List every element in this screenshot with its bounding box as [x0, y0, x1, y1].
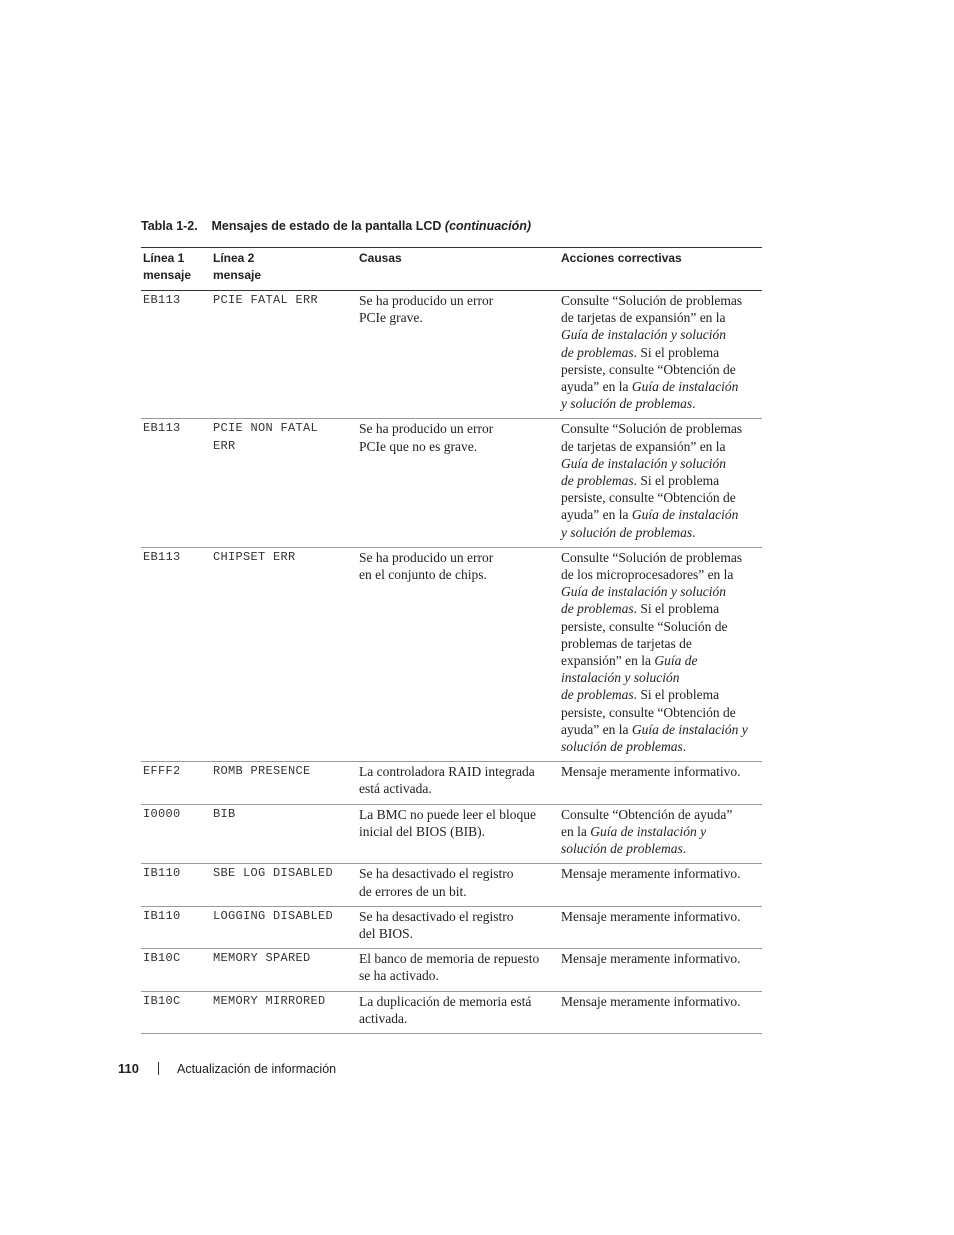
action-italic-text: Guía de instalación y: [631, 721, 748, 737]
action-text: .: [692, 524, 696, 540]
line1-message-cell: IB10C: [141, 949, 211, 991]
causes-cell: [357, 547, 559, 761]
line1-message-cell: IB110: [141, 906, 211, 948]
action-line: [561, 309, 760, 326]
cause-text: en el conjunto de chips.: [359, 567, 487, 583]
cause-text: Se ha producido un error: [359, 549, 494, 565]
action-line: [561, 583, 760, 600]
header-line1-text-b: mensaje: [143, 268, 192, 282]
causes-cell: [357, 762, 559, 804]
line2-message-text: MEMORY SPARED: [213, 951, 311, 966]
action-text: ayuda” en la: [561, 721, 632, 737]
cause-text: Se ha producido un error: [359, 421, 494, 437]
corrective-actions-cell: [559, 291, 762, 419]
header-line2-message: [211, 248, 357, 291]
action-italic-text: de problemas: [561, 473, 634, 489]
header-line2-text-a: Línea 2: [213, 251, 255, 265]
header-line1-message: [141, 248, 211, 291]
lcd-status-messages-table: [141, 247, 762, 1034]
action-italic-text: y solución de problemas: [561, 396, 693, 412]
corrective-actions-cell: [559, 419, 762, 547]
action-italic-text: Guía de: [654, 653, 698, 669]
action-line: [561, 669, 760, 686]
action-line: [561, 823, 760, 840]
line2-message-text: BIB: [213, 806, 236, 821]
line2-message-text: PCIE NON FATAL: [213, 421, 319, 436]
line2-message-text: LOGGING DISABLED: [213, 908, 334, 923]
action-text: .: [682, 739, 687, 755]
line2-message-cell: [211, 291, 357, 419]
line2-message-text: PCIE FATAL ERR: [213, 293, 319, 307]
corrective-actions-cell: [559, 864, 762, 906]
cause-text: del BIOS.: [359, 925, 413, 941]
action-text: ayuda” en la: [561, 379, 632, 395]
corrective-actions-cell: [559, 949, 762, 991]
action-text: Consulte “Solución de problemas: [561, 421, 743, 437]
cause-text: activada.: [359, 1010, 408, 1026]
line2-message-cell: [211, 991, 357, 1033]
line1-message-cell: EB113: [141, 547, 211, 761]
action-italic-text: y solución de problemas: [561, 524, 693, 540]
causes-cell: [357, 291, 559, 419]
footer-divider: [158, 1062, 159, 1075]
action-italic-text: de problemas: [561, 687, 634, 703]
action-line: [561, 763, 760, 780]
table-row: [141, 547, 762, 761]
action-line: [561, 738, 760, 755]
header-line2-text-b: mensaje: [213, 268, 262, 282]
action-text: persiste, consulte “Obtención de: [561, 704, 736, 720]
line2-message-text: ROMB PRESENCE: [213, 764, 311, 779]
table-header-row: [141, 248, 762, 291]
header-line1-text-a: Línea 1: [143, 251, 185, 265]
causes-cell: [357, 419, 559, 547]
action-line: [561, 635, 760, 652]
table-row: [141, 291, 762, 419]
causes-cell: [357, 864, 559, 906]
causes-cell: [357, 991, 559, 1033]
table-caption-label: Tabla 1-2.: [141, 219, 198, 233]
action-text: Mensaje meramente informativo.: [561, 908, 741, 924]
cause-text: se ha activado.: [359, 968, 439, 984]
action-line: [561, 361, 760, 378]
cause-text: PCIe que no es grave.: [359, 438, 478, 454]
table-row: [141, 864, 762, 906]
action-italic-text: Guía de instalación y solución: [561, 455, 726, 471]
corrective-actions-cell: [559, 547, 762, 761]
action-line: [561, 686, 760, 703]
action-line: [561, 652, 760, 669]
action-line: [561, 472, 760, 489]
action-line: [561, 806, 760, 823]
line1-message-cell: EFFF2: [141, 762, 211, 804]
action-text: Mensaje meramente informativo.: [561, 866, 741, 882]
line2-message-cell: [211, 906, 357, 948]
action-italic-text: Guía de instalación y solución: [561, 327, 726, 343]
line1-message-cell: IB10C: [141, 991, 211, 1033]
action-text: expansión” en la: [561, 653, 655, 669]
action-line: [561, 292, 760, 309]
action-text: persiste, consulte “Obtención de: [561, 490, 736, 506]
table-row: [141, 906, 762, 948]
table-row: [141, 804, 762, 864]
action-line: [561, 993, 760, 1010]
causes-cell: [357, 949, 559, 991]
cause-text: Se ha producido un error: [359, 293, 494, 308]
table-row: [141, 762, 762, 804]
action-text: . Si el problema: [633, 344, 720, 360]
line1-message-cell: EB113: [141, 419, 211, 547]
action-italic-text: instalación y solución: [561, 670, 680, 686]
table-body: [141, 291, 762, 1034]
table-row: [141, 991, 762, 1033]
action-text: de tarjetas de expansión” en la: [561, 438, 726, 454]
header-corrective-actions: Acciones correctivas: [559, 248, 762, 291]
action-italic-text: de problemas: [561, 344, 634, 360]
line2-message-text: SBE LOG DISABLED: [213, 866, 334, 881]
table-caption: [141, 219, 531, 233]
action-text: Mensaje meramente informativo.: [561, 993, 741, 1009]
action-line: [561, 420, 760, 437]
causes-cell: [357, 804, 559, 864]
action-line: [561, 326, 760, 343]
line1-message-cell: I0000: [141, 804, 211, 864]
action-line: [561, 950, 760, 967]
action-line: [561, 506, 760, 523]
action-text: problemas de tarjetas de: [561, 635, 692, 651]
footer-section-title: Actualización de información: [176, 1062, 337, 1076]
action-text: Consulte “Solución de problemas: [561, 549, 743, 565]
page-number: 110: [118, 1061, 139, 1076]
action-italic-text: Guía de instalación: [631, 507, 739, 523]
action-text: . Si el problema: [633, 687, 720, 703]
table-row: [141, 419, 762, 547]
action-line: [561, 524, 760, 541]
action-line: [561, 438, 760, 455]
cause-text: El banco de memoria de repuesto: [359, 951, 540, 967]
action-italic-text: Guía de instalación: [631, 379, 739, 395]
action-text: ayuda” en la: [561, 507, 632, 523]
line2-message-cell: [211, 949, 357, 991]
line1-message-cell: EB113: [141, 291, 211, 419]
action-text: de los microprocesadores” en la: [561, 567, 734, 583]
corrective-actions-cell: [559, 991, 762, 1033]
action-line: [561, 489, 760, 506]
action-italic-text: solución de problemas: [561, 739, 683, 755]
line2-message-cell: [211, 419, 357, 547]
corrective-actions-cell: [559, 804, 762, 864]
action-line: [561, 455, 760, 472]
action-italic-text: de problemas: [561, 601, 634, 617]
cause-text: PCIe grave.: [359, 310, 423, 326]
action-line: [561, 840, 760, 857]
action-text: persiste, consulte “Solución de: [561, 618, 728, 634]
action-text: Consulte “Obtención de ayuda”: [561, 806, 733, 822]
corrective-actions-cell: [559, 906, 762, 948]
table-row: [141, 949, 762, 991]
line2-message-text: ERR: [213, 438, 236, 453]
action-line: [561, 721, 760, 738]
action-line: [561, 704, 760, 721]
action-text: Mensaje meramente informativo.: [561, 951, 741, 967]
cause-text: Se ha desactivado el registro: [359, 908, 514, 924]
line2-message-cell: [211, 864, 357, 906]
cause-text: Se ha desactivado el registro: [359, 866, 514, 882]
line2-message-cell: [211, 762, 357, 804]
action-line: [561, 908, 760, 925]
action-line: [561, 549, 760, 566]
action-italic-text: Guía de instalación y solución: [561, 584, 726, 600]
cause-text: inicial del BIOS (BIB).: [359, 823, 485, 839]
action-line: [561, 378, 760, 395]
line2-message-text: CHIPSET ERR: [213, 549, 296, 564]
action-line: [561, 344, 760, 361]
action-text: Consulte “Solución de problemas: [561, 293, 743, 308]
cause-text: está activada.: [359, 781, 432, 797]
action-text: .: [692, 396, 696, 412]
corrective-actions-cell: [559, 762, 762, 804]
line2-message-cell: [211, 547, 357, 761]
action-italic-text: Guía de instalación y: [590, 823, 707, 839]
action-text: . Si el problema: [633, 473, 720, 489]
action-line: [561, 395, 760, 412]
line1-message-cell: IB110: [141, 864, 211, 906]
page-footer: [118, 1061, 336, 1076]
action-text: de tarjetas de expansión” en la: [561, 310, 726, 326]
action-text: .: [682, 841, 687, 857]
action-text: Mensaje meramente informativo.: [561, 764, 741, 780]
header-causes: Causas: [357, 248, 559, 291]
action-italic-text: solución de problemas: [561, 841, 683, 857]
line2-message-text: MEMORY MIRRORED: [213, 993, 326, 1008]
table-caption-continuation: (continuación): [444, 219, 532, 233]
action-line: [561, 600, 760, 617]
action-text: . Si el problema: [633, 601, 720, 617]
action-text: persiste, consulte “Obtención de: [561, 361, 736, 377]
action-line: [561, 566, 760, 583]
cause-text: La BMC no puede leer el bloque: [359, 806, 536, 822]
cause-text: La duplicación de memoria está: [359, 993, 532, 1009]
causes-cell: [357, 906, 559, 948]
action-line: [561, 618, 760, 635]
cause-text: de errores de un bit.: [359, 883, 467, 899]
line2-message-cell: [211, 804, 357, 864]
cause-text: La controladora RAID integrada: [359, 764, 535, 780]
action-text: en la: [561, 823, 591, 839]
action-line: [561, 865, 760, 882]
table-caption-title: Mensajes de estado de la pantalla LCD: [211, 219, 442, 233]
